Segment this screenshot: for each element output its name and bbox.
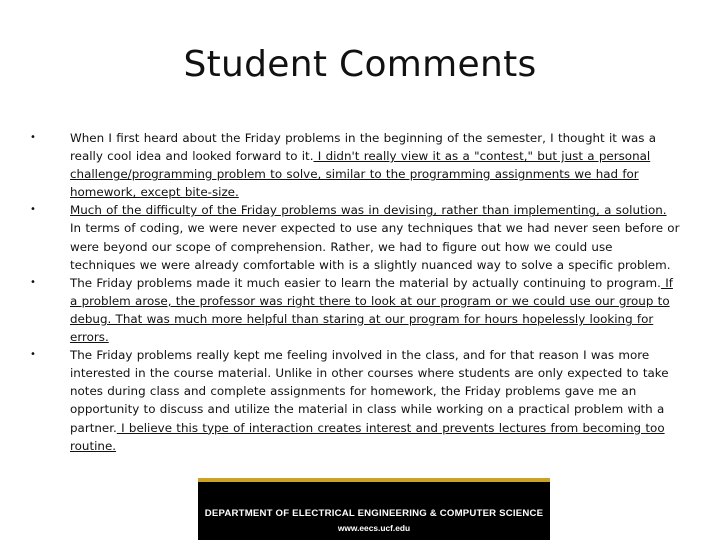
- bullet-item-4: [30, 346, 681, 455]
- bullet-text: The Friday problems made it much easier to learn the material by actually continuing to program.: [70, 275, 661, 290]
- bullet-text-underlined: I didn't really view it as a "contest," but just a personal challenge/programming problem to solve, similar to the programming assignments we had for homework, except bite-size.: [70, 149, 651, 200]
- bullet-text: When I first heard about the Friday problems in the beginning of the semester, I thought it was a really cool idea and looked forward to it.: [70, 131, 657, 164]
- bullet-text: The Friday problems really kept me feeling involved in the class, and for that reason I was more interested in the course material. Unlike in other courses where students are only expected to take notes during class and complete assignments for homework, the Friday problems gave me an opportunity to discuss and utilize the material in class while working on a practical problem with a partner.: [70, 348, 669, 435]
- bullet-item-3: [30, 274, 681, 346]
- bullet-item-1: [30, 129, 681, 201]
- banner-accent-bar: [198, 478, 550, 482]
- banner-department-name: DEPARTMENT OF ELECTRICAL ENGINEERING & COMPUTER SCIENCE: [204, 508, 544, 519]
- bullet-list: [30, 129, 681, 455]
- bullet-icon: •: [30, 276, 36, 288]
- bullet-item-2: [30, 201, 681, 273]
- bullet-icon: •: [30, 132, 36, 143]
- banner-url: www.eecs.ucf.edu: [337, 523, 411, 533]
- bullet-text-underlined: Much of the difficulty of the Friday problems was in devising, rather than implementing, a solution.: [70, 203, 667, 218]
- bullet-icon: •: [30, 204, 36, 216]
- bullet-text: In terms of coding, we were never expected to use any techniques that we had never seen before or were beyond our scope of comprehension. Rather, we had to figure out how we could use techniques we were already comfortable with is a slightly nuanced way to solve a specific problem.: [70, 221, 680, 272]
- bullet-text-underlined: I believe this type of interaction creates interest and prevents lectures from becoming too routine.: [70, 420, 665, 453]
- bullet-icon: •: [30, 349, 36, 361]
- department-banner: [198, 478, 550, 540]
- page-title: Student Comments: [183, 44, 537, 85]
- bullet-text-underlined: If a problem arose, the professor was right there to look at our program or we could use our group to debug. That was much more helpful than staring at our program for hours hopelessly looking for errors.: [70, 275, 673, 345]
